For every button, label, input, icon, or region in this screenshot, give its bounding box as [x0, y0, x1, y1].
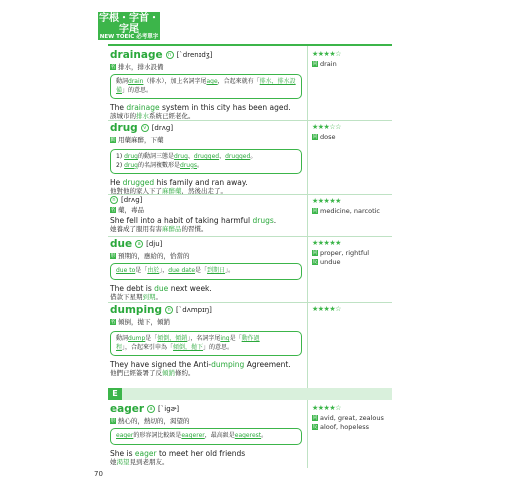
synonym-icon: 同: [312, 61, 318, 67]
synonyms: medicine, narcotic: [320, 207, 381, 215]
section-band: [108, 388, 392, 400]
headword: drainage: [110, 49, 163, 61]
entry-drug-noun-side: [312, 197, 392, 215]
example-chinese: 借款下星期到期。: [110, 292, 162, 301]
entry-drainage-side: [312, 50, 392, 68]
pos-icon: n: [165, 306, 173, 314]
synonym-icon: 同: [312, 250, 318, 256]
headword: dumping: [110, 304, 163, 316]
header-subtitle: NEW TOEIC 必考單字: [99, 34, 159, 40]
note-box: 動詞drain（排水），加上名詞字尾age，合起來就有「排水，排水設備」的意思。: [110, 74, 302, 99]
pos-icon: n: [166, 51, 174, 59]
example-chinese: 她養成了服用有害麻醉品的習慣。: [110, 225, 208, 233]
synonym-icon: 同: [312, 134, 318, 140]
book-header-tag: [98, 12, 160, 40]
definition: 傾倒，拋下，傾銷: [118, 318, 170, 326]
example-chinese: 該城市的排水系統已經老化。: [110, 112, 195, 121]
phonetic: [ˋdʌmpɪŋ]: [176, 306, 212, 314]
synonyms: drain: [320, 60, 337, 68]
entry-drug-noun: [110, 196, 304, 233]
phonetic: [ˋdrenɪdʒ]: [176, 51, 213, 59]
synonyms: dose: [320, 133, 336, 141]
phonetic: [ˋigɚ]: [158, 405, 180, 413]
star-rating: ★★★★★: [312, 197, 341, 205]
antonym-icon: 反: [312, 259, 318, 265]
headword: due: [110, 238, 133, 250]
star-rating: ★★★☆☆: [312, 123, 341, 131]
definition: 藥，毒品: [118, 206, 144, 214]
header-title: 字根・字首・字尾: [99, 13, 159, 35]
antonyms: undue: [320, 258, 341, 266]
entry-separator: [108, 302, 392, 303]
definition-icon: 名: [110, 63, 116, 70]
star-rating: ★★★★★: [312, 239, 341, 247]
entry-separator: [108, 236, 392, 237]
section-letter: E: [108, 388, 122, 400]
synonym-icon: 同: [312, 208, 318, 214]
entry-eager: [110, 403, 304, 466]
headword: drug: [110, 122, 138, 134]
pos-icon: n: [110, 196, 118, 204]
definition: 用藥麻醉，下藥: [118, 136, 164, 144]
example-english: The drainage system in this city has been aged.: [110, 103, 291, 113]
entry-dumping-side: [312, 305, 392, 313]
entry-separator: [108, 194, 392, 195]
definition-icon: 名: [110, 206, 116, 213]
example-english: She fell into a habit of taking harmful drugs.: [110, 216, 277, 225]
example-english: He drugged his family and ran away.: [110, 178, 248, 188]
synonyms: proper, rightful: [320, 249, 370, 257]
example-chinese: 他對他的家人下了麻醉藥，然後出走了。: [110, 187, 227, 196]
star-rating: ★★★★☆: [312, 305, 341, 313]
example-english: She is eager to meet her old friends: [110, 448, 246, 458]
entry-drug-verb-side: [312, 123, 392, 141]
page-number: 70: [94, 470, 103, 478]
synonyms: avid, great, zealous: [320, 414, 384, 422]
entry-due-side: [312, 239, 392, 266]
definition: 熱心的，熱切的，渴望的: [118, 417, 190, 425]
entry-drug-verb: [110, 122, 304, 196]
pos-icon: v: [141, 124, 149, 132]
example-chinese: 她渴望見到老朋友。: [110, 457, 169, 466]
note-box: 1) drug的動詞三態是drug、drugged、drugged。 2) drug的名詞複數形是drugs。: [110, 149, 302, 174]
synonym-icon: 同: [312, 415, 318, 421]
pos-icon: a: [135, 240, 143, 248]
definition: 排水，排水設備: [118, 63, 164, 71]
definition-icon: 形: [110, 417, 116, 424]
star-rating: ★★★★☆: [312, 50, 341, 58]
column-divider: [307, 46, 308, 468]
entry-due: [110, 238, 304, 301]
definition: 預期的，應給的，恰當的: [118, 252, 190, 260]
phonetic: [drʌg]: [121, 196, 143, 204]
note-box: eager的形容詞比較級是eagerer，最高級是eagerest。: [110, 428, 302, 445]
entry-dumping: [110, 304, 304, 378]
definition-icon: 形: [110, 252, 116, 259]
entry-eager-side: [312, 404, 392, 431]
entry-drainage: [110, 49, 304, 121]
antonym-icon: 反: [312, 424, 318, 430]
note-box: due to是「由於」，due date是「到期日」。: [110, 263, 302, 280]
entry-separator: [108, 120, 392, 121]
definition-icon: 名: [110, 318, 116, 325]
phonetic: [dju]: [146, 240, 163, 248]
phonetic: [drʌg]: [151, 124, 174, 132]
antonyms: aloof, hopeless: [320, 423, 369, 431]
note-box: 動詞dump是「傾倒，傾銷」，名詞字尾ing是「動作過 程」，合起來引申為「傾倒，拋下」的意思。: [110, 331, 302, 356]
pos-icon: a: [147, 405, 155, 413]
headword: eager: [110, 403, 145, 415]
example-english: The debt is due next week.: [110, 283, 212, 293]
star-rating: ★★★★☆: [312, 404, 341, 412]
example-chinese: 他們已經簽署了反傾銷條約。: [110, 369, 195, 378]
top-rule: [108, 44, 392, 46]
example-english: They have signed the Anti-dumping Agreement.: [110, 360, 291, 370]
definition-icon: 動: [110, 136, 116, 143]
